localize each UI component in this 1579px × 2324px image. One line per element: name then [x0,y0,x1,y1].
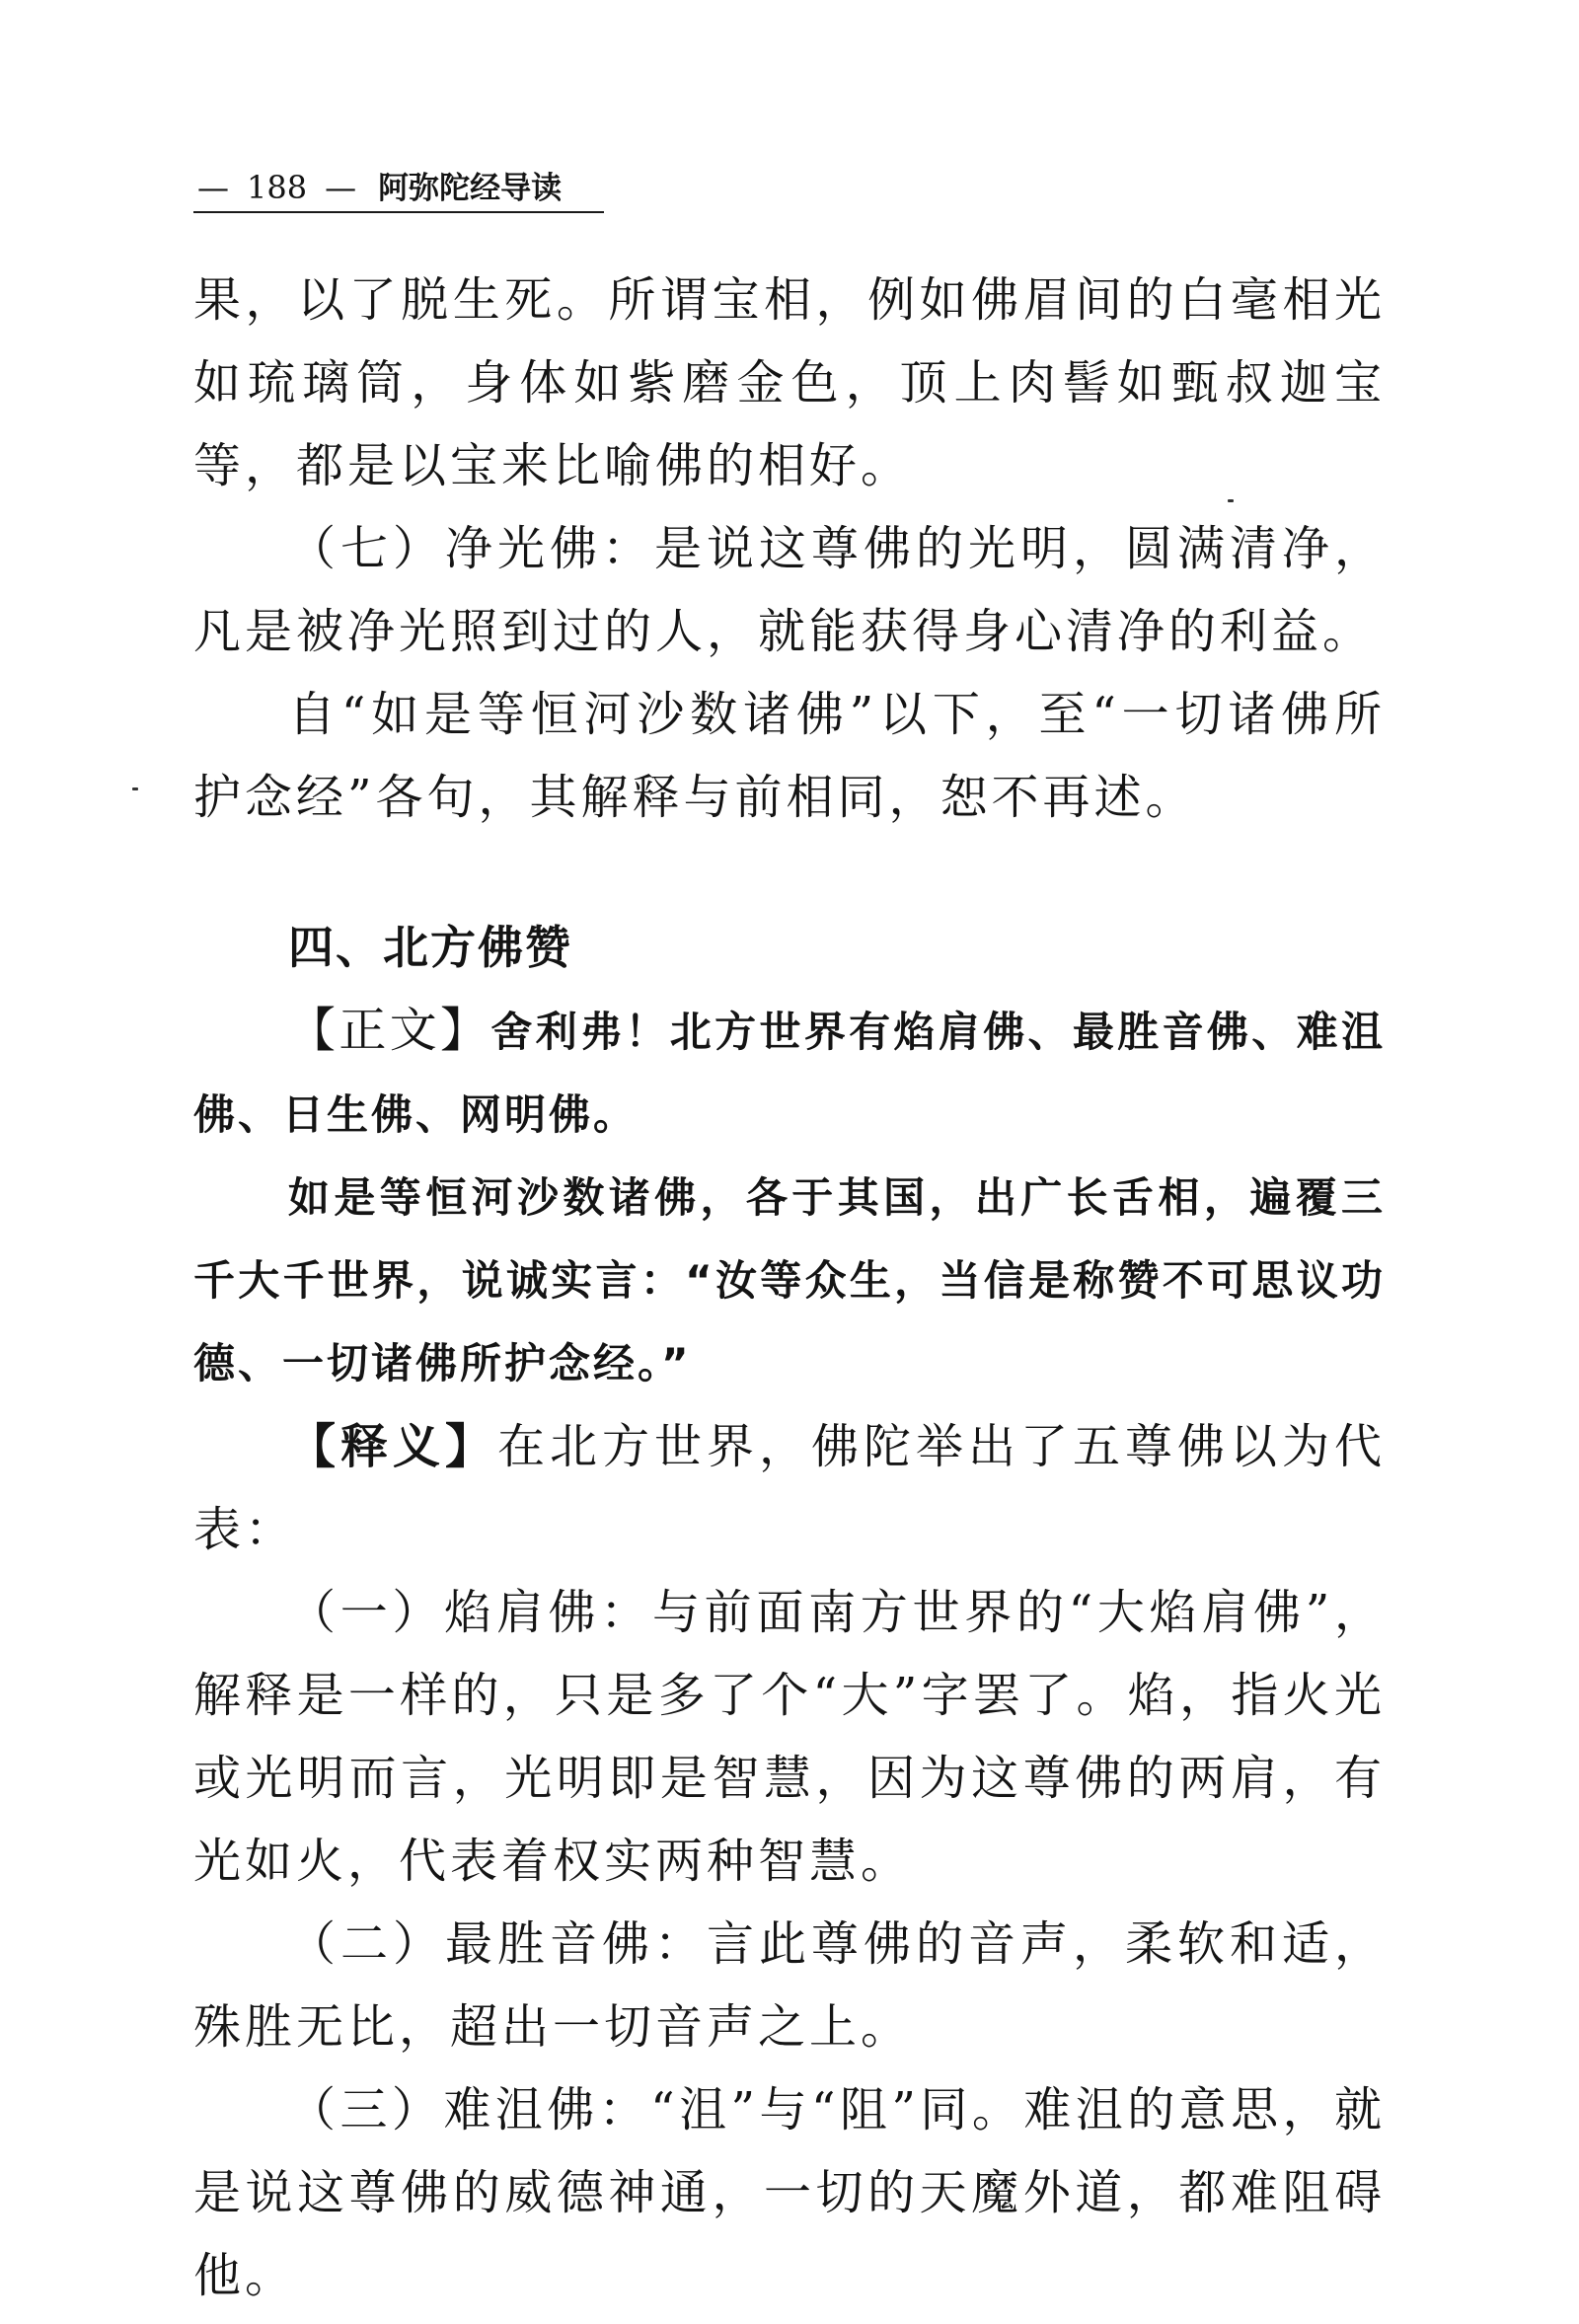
scripture-paragraph [193,989,1386,1157]
header-dash-right: — [325,169,357,206]
paragraph: 自“如是等恒河沙数诸佛”以下，至“一切诸佛所护念经”各句，其解释与前相同，恕不再述。 [193,687,1386,825]
paragraph: （七）净光佛：是说这尊佛的光明，圆满清净，凡是被净光照到过的人，就能获得身心清净的利益。 [193,521,1386,659]
shiyi-label: 【释义】 [288,1419,497,1474]
shiyi-text: 在北方世界，佛陀举出了五尊佛以为代表： [193,1419,1386,1557]
section-heading: 四、北方佛赞 [288,921,572,974]
paragraph: （二）最胜音佛：言此尊佛的音声，柔软和适，殊胜无比，超出一切音声之上。 [193,1916,1386,2055]
page-number: 188 [247,169,308,206]
scan-speck [132,787,138,790]
page-body [193,259,1386,2317]
header-dash-left: — [197,169,229,206]
paragraph: （一）焰肩佛：与前面南方世界的“大焰肩佛”，解释是一样的，只是多了个“大”字罢了。焰，指火光或光明而言，光明即是智慧，因为这尊佛的两肩，有光如火，代表着权实两种智慧。 [193,1585,1386,1889]
running-header [193,168,604,213]
zhengwen-label: 【正文】 [288,1003,491,1058]
paragraph: 果，以了脱生死。所谓宝相，例如佛眉间的白毫相光如琉璃筒，身体如紫磨金色，顶上肉髻如甄叔迦宝等，都是以宝来比喻佛的相好。 [193,272,1386,493]
scripture-paragraph: 如是等恒河沙数诸佛，各于其国，出广长舌相，遍覆三千大千世界，说诚实言：“汝等众生，当信是称赞不可思议功德、一切诸佛所护念经。” [193,1173,1386,1387]
book-title: 阿弥陀经导读 [378,171,563,206]
paragraph: （三）难沮佛：“沮”与“阻”同。难沮的意思，就是说这尊佛的威德神通，一切的天魔外道，都难阻碍他。 [193,2082,1386,2303]
paragraph [193,1405,1386,1571]
section-gap [193,839,1386,906]
scripture-text: 舍利弗！北方世界有焰肩佛、最胜音佛、难沮佛、日生佛、网明佛。 [193,1008,1386,1139]
